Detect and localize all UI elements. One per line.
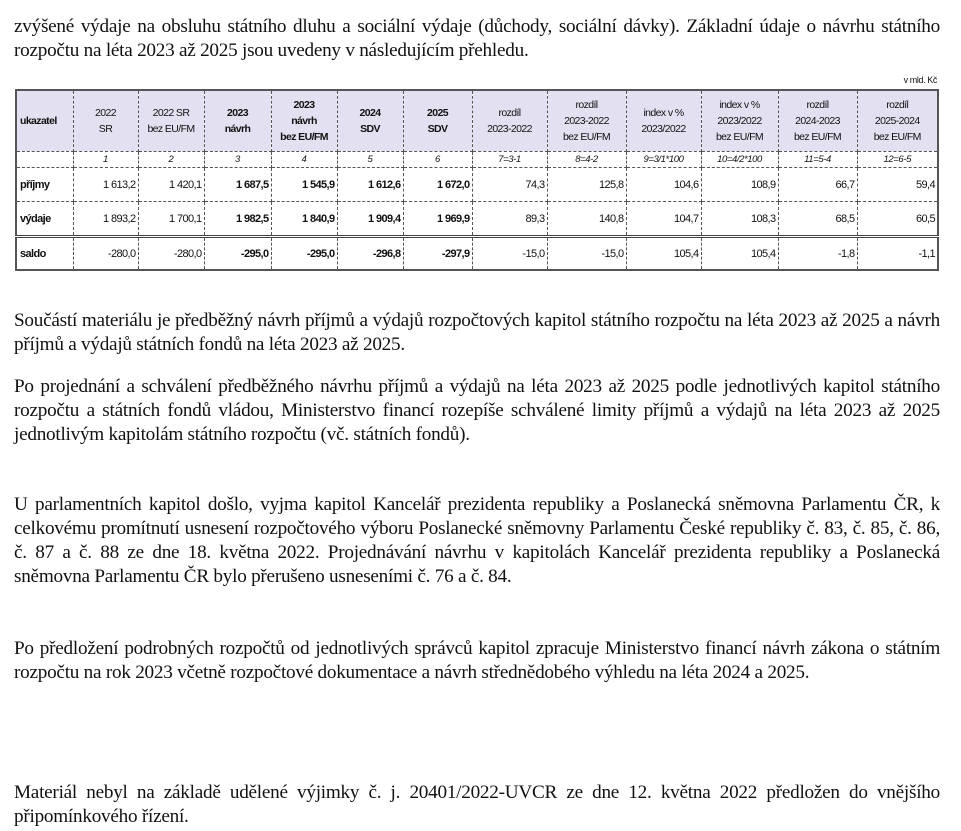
table-cell: 1 612,6 xyxy=(337,168,403,202)
column-header-line: SR xyxy=(98,123,113,135)
column-header-line: 2025-2024 xyxy=(874,115,920,127)
table-cell: 89,3 xyxy=(472,202,547,237)
column-header-line: 2024 xyxy=(359,107,381,119)
table-cell: -296,8 xyxy=(337,237,403,271)
table-cell: 60,5 xyxy=(857,202,938,237)
column-header-line: bez EU/FM xyxy=(715,131,764,143)
column-header-rozdil-2023-2022 xyxy=(472,90,547,152)
column-header-line: SDV xyxy=(360,123,380,135)
table-cell: 66,7 xyxy=(778,168,857,202)
table-cell: 1 700,1 xyxy=(138,202,204,237)
row-label: saldo xyxy=(16,237,73,271)
index-cell: 4 xyxy=(271,152,337,168)
table-cell: -295,0 xyxy=(271,237,337,271)
table-cell: -15,0 xyxy=(547,237,626,271)
paragraph-approval: Po projednání a schválení předběžného návrhu příjmů a výdajů na léta 2023 až 2025 podle jednotlivých kapitol státního rozpočtu a státních fondů vládou, Ministerstvo financí rozepíše schválené limity příjmů a výdajů na léta 2023 až 2025 jednotlivým kapitolám státního rozpočtu (vč. státních fondů). xyxy=(14,376,940,446)
column-header-line: bez EU/FM xyxy=(280,131,328,143)
column-header-line: 2023 xyxy=(293,99,315,111)
table-cell: 1 969,9 xyxy=(403,202,472,237)
table-cell: 68,5 xyxy=(778,202,857,237)
row-label: výdaje xyxy=(16,202,73,237)
table-header-row xyxy=(16,90,938,152)
column-header-line: index v % xyxy=(643,107,684,119)
row-label: příjmy xyxy=(16,168,73,202)
table-row-saldo xyxy=(16,237,938,271)
index-cell: 3 xyxy=(204,152,271,168)
column-header-line: 2024-2023 xyxy=(795,115,840,127)
column-header-line: rozdíl xyxy=(806,99,829,111)
budget-table xyxy=(15,89,939,271)
table-cell: 1 613,2 xyxy=(73,168,138,202)
table-cell: 59,4 xyxy=(857,168,938,202)
column-header-line: 2023/2022 xyxy=(641,123,686,135)
column-header-line: bez EU/FM xyxy=(562,131,611,143)
table-cell: 1 687,5 xyxy=(204,168,271,202)
index-cell: 5 xyxy=(337,152,403,168)
table-cell: 1 982,5 xyxy=(204,202,271,237)
table-cell: 74,3 xyxy=(472,168,547,202)
column-header-line: 2023-2022 xyxy=(487,123,532,135)
column-header-index-2023-2022 xyxy=(626,90,701,152)
table-cell: 125,8 xyxy=(547,168,626,202)
column-index-row xyxy=(16,152,938,168)
table-cell: 1 840,9 xyxy=(271,202,337,237)
index-cell: 12=6-5 xyxy=(857,152,938,168)
index-cell: 8=4-2 xyxy=(547,152,626,168)
column-header-line: bez EU/FM xyxy=(147,123,195,135)
table-cell: -280,0 xyxy=(73,237,138,271)
table-cell: -15,0 xyxy=(472,237,547,271)
column-header-line: rozdíl xyxy=(886,99,909,111)
table-cell: 1 545,9 xyxy=(271,168,337,202)
column-header-2024-sdv xyxy=(337,90,403,152)
column-header-line: ukazatel xyxy=(20,115,57,127)
column-header-2023-navrh xyxy=(204,90,271,152)
index-cell: 11=5-4 xyxy=(778,152,857,168)
table-row-prijmy xyxy=(16,168,938,202)
column-header-ukazatel xyxy=(16,90,73,152)
column-header-rozdil-2025-2024-bez-eu xyxy=(857,90,938,152)
column-header-2022-sr xyxy=(73,90,138,152)
paragraph-parliament: U parlamentních kapitol došlo, vyjma kapitol Kancelář prezidenta republiky a Poslanecká sněmovna Parlamentu ČR, k celkovému promítnutí usnesení rozpočtového výboru Poslanecké sněmovny Parlamentu České republiky č. 83, č. 85, č. 86, č. 87 a č. 88 ze dne 18. května 2022. Projednávání návrhu v kapitolách Kancelář prezidenta republiky a Poslanecká sněmovna Parlamentu ČR bylo přerušeno usneseními č. 76 a č. 84. xyxy=(14,494,940,588)
index-cell xyxy=(16,152,73,168)
column-header-line: rozdíl xyxy=(575,99,598,111)
paragraph-exemption: Materiál nebyl na základě udělené výjimky č. j. 20401/2022-UVCR ze dne 12. května 2022 předložen do vnějšího připomínkového řízení. xyxy=(14,782,940,828)
column-header-rozdil-2024-2023-bez-eu xyxy=(778,90,857,152)
index-cell: 9=3/1*100 xyxy=(626,152,701,168)
column-header-line: 2025 xyxy=(427,107,448,119)
table-cell: -1,8 xyxy=(778,237,857,271)
table-cell: 1 420,1 xyxy=(138,168,204,202)
index-cell: 10=4/2*100 xyxy=(701,152,778,168)
column-header-line: 2023-2022 xyxy=(564,115,609,127)
column-header-rozdil-2023-2022-bez-eu xyxy=(547,90,626,152)
column-header-line: SDV xyxy=(427,123,448,135)
column-header-line: 2023 xyxy=(227,107,248,119)
table-cell: 108,3 xyxy=(701,202,778,237)
table-cell: 1 909,4 xyxy=(337,202,403,237)
column-header-line: bez EU/FM xyxy=(793,131,842,143)
table-cell: 104,7 xyxy=(626,202,701,237)
column-header-line: bez EU/FM xyxy=(873,131,921,143)
column-header-line: 2022 xyxy=(95,107,116,119)
column-header-index-2023-2022-bez-eu xyxy=(701,90,778,152)
table-cell: 104,6 xyxy=(626,168,701,202)
table-cell: -280,0 xyxy=(138,237,204,271)
table-cell: 140,8 xyxy=(547,202,626,237)
unit-note: v mld. Kč xyxy=(903,75,937,85)
column-header-line: rozdíl xyxy=(498,107,521,119)
column-header-2023-navrh-bez-eu xyxy=(271,90,337,152)
index-cell: 7=3-1 xyxy=(472,152,547,168)
table-cell: 105,4 xyxy=(701,237,778,271)
column-header-line: 2022 SR xyxy=(152,107,190,119)
index-cell: 6 xyxy=(403,152,472,168)
paragraph-detailed-budgets: Po předložení podrobných rozpočtů od jednotlivých správců kapitol zpracuje Ministerstvo financí návrh zákona o státním rozpočtu na rok 2023 včetně rozpočtové dokumentace a návrh střednědobého výhledu na léta 2024 a 2025. xyxy=(14,638,940,684)
table-cell: 105,4 xyxy=(626,237,701,271)
column-header-line: 2023/2022 xyxy=(717,115,762,127)
table-cell: 108,9 xyxy=(701,168,778,202)
column-header-line: návrh xyxy=(291,115,317,127)
column-header-2022-sr-bez-eu xyxy=(138,90,204,152)
table-cell: -1,1 xyxy=(857,237,938,271)
paragraph-intro: zvýšené výdaje na obsluhu státního dluhu a sociální výdaje (důchody, sociální dávky). Základní údaje o návrhu státního rozpočtu na léta 2023 až 2025 jsou uvedeny v následujícím přehledu. xyxy=(14,16,940,62)
column-header-line: návrh xyxy=(224,123,251,135)
paragraph-material: Součástí materiálu je předběžný návrh příjmů a výdajů rozpočtových kapitol státního rozpočtu na léta 2023 až 2025 a návrh příjmů a výdajů státních fondů na léta 2023 až 2025. xyxy=(14,310,940,356)
table-cell: 1 672,0 xyxy=(403,168,472,202)
column-header-2025-sdv xyxy=(403,90,472,152)
index-cell: 2 xyxy=(138,152,204,168)
table-cell: -297,9 xyxy=(403,237,472,271)
index-cell: 1 xyxy=(73,152,138,168)
table-row-vydaje xyxy=(16,202,938,237)
table-cell: 1 893,2 xyxy=(73,202,138,237)
column-header-line: index v % xyxy=(719,99,760,111)
table-cell: -295,0 xyxy=(204,237,271,271)
